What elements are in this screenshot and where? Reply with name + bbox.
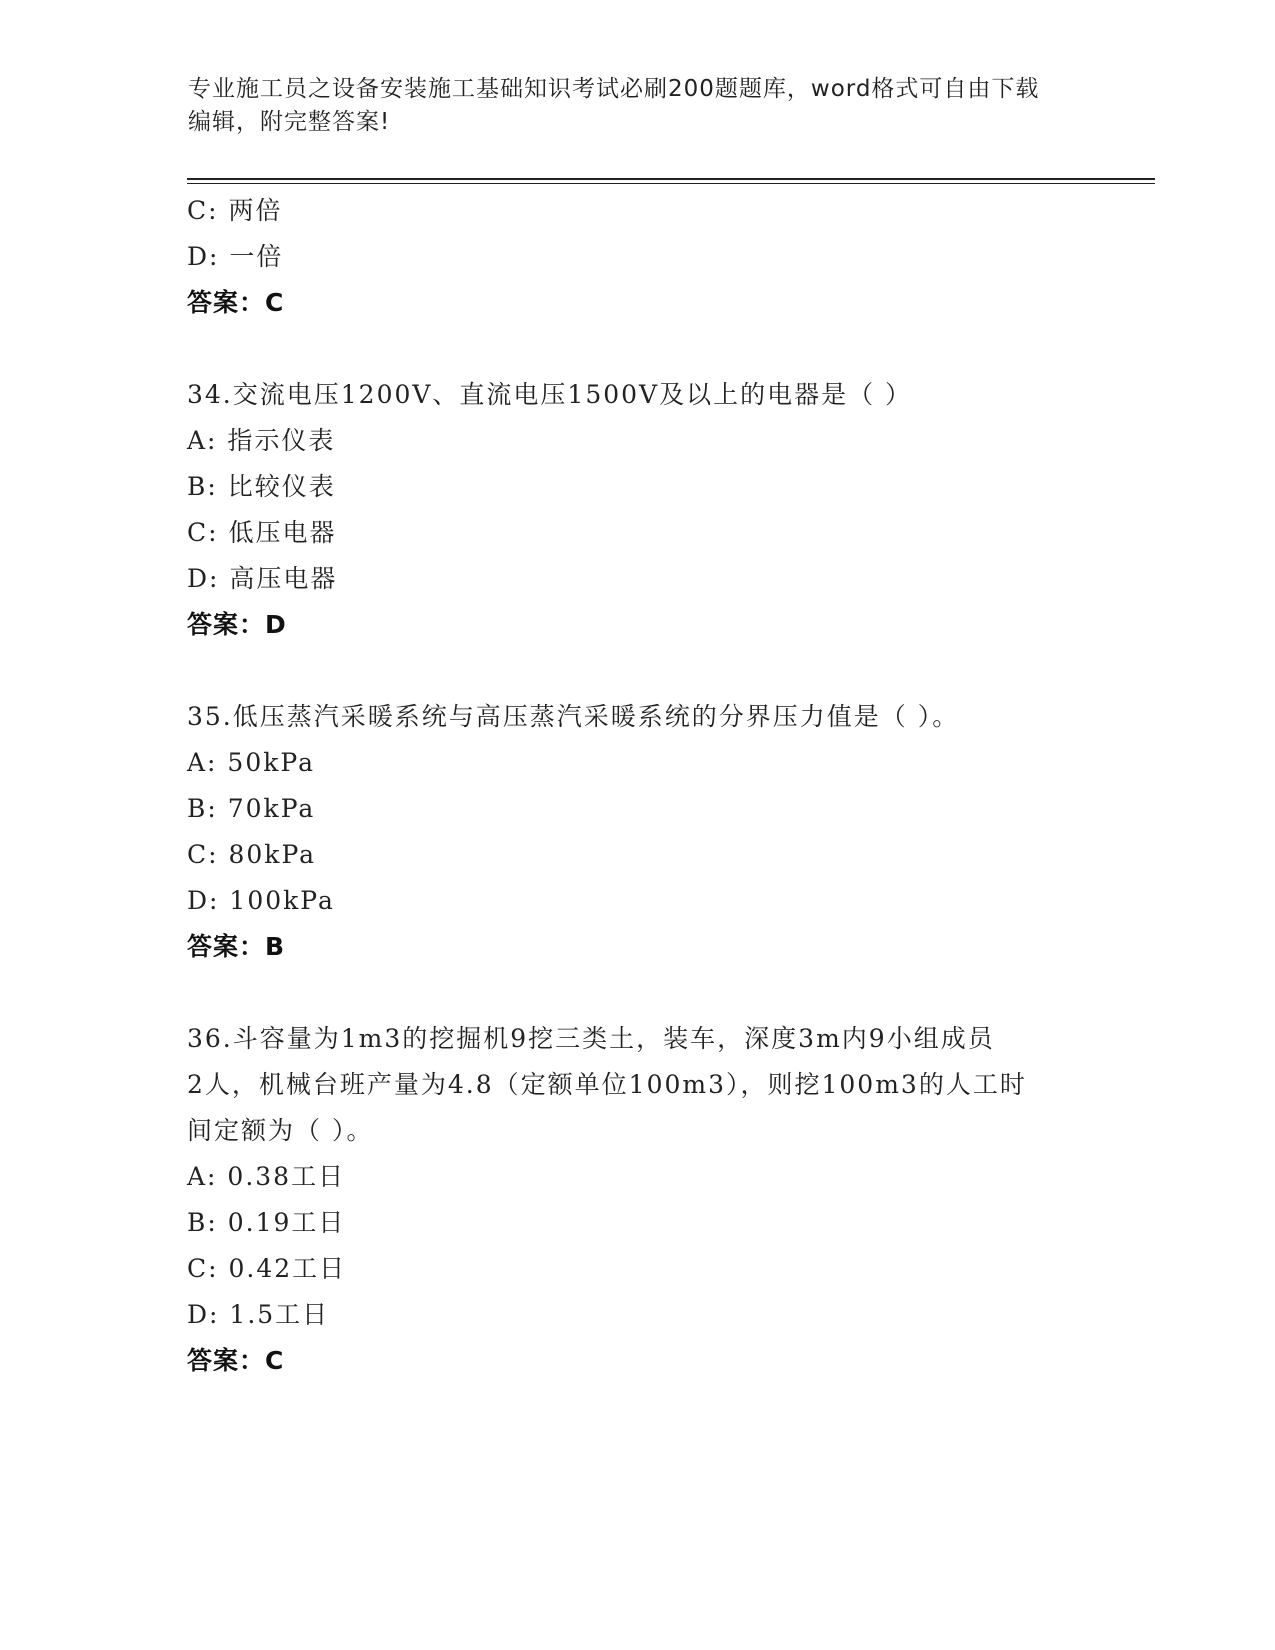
question-stem-line-2: 2人，机械台班产量为4.8（定额单位100m3），则挖100m3的人工时 <box>187 1070 1027 1099</box>
question-35 <box>187 694 1087 970</box>
header-divider-thin <box>187 183 1155 184</box>
question-stem: 35.低压蒸汽采暖系统与高压蒸汽采暖系统的分界压力值是（ ）。 <box>187 702 960 731</box>
option-b: B: 比较仪表 <box>187 472 336 501</box>
answer-line: 答案：C <box>187 288 285 317</box>
question-stem-line-3: 间定额为（ ）。 <box>187 1116 374 1145</box>
prev-question-block <box>187 188 1087 326</box>
option-d: D: 1.5工日 <box>187 1300 330 1329</box>
answer-line: 答案：C <box>187 1346 285 1375</box>
option-a: A: 0.38工日 <box>187 1162 346 1191</box>
header-line-1: 专业施工员之设备安装施工基础知识考试必刷200题题库，word格式可自由下载 <box>188 76 1040 102</box>
header-divider-thick <box>187 178 1155 180</box>
question-34 <box>187 372 1087 648</box>
option-c: C: 0.42工日 <box>187 1254 347 1283</box>
spacer <box>187 326 1087 372</box>
option-c: C: 80kPa <box>187 840 317 869</box>
answer-line: 答案：D <box>187 610 287 639</box>
option-d: D: 100kPa <box>187 886 335 915</box>
question-list <box>187 188 1087 1384</box>
question-stem-line-1: 36.斗容量为1m3的挖掘机9挖三类土，装车，深度3m内9小组成员 <box>187 1024 995 1053</box>
question-stem: 34.交流电压1200V、直流电压1500V及以上的电器是（ ） <box>187 380 913 409</box>
page-header <box>188 73 1088 139</box>
option-d: D: 一倍 <box>187 242 284 271</box>
option-a: A: 50kPa <box>187 748 315 777</box>
spacer <box>187 970 1087 1016</box>
option-b: B: 70kPa <box>187 794 316 823</box>
spacer <box>187 648 1087 694</box>
option-c: C: 两倍 <box>187 196 283 225</box>
answer-line: 答案：B <box>187 932 286 961</box>
header-line-2: 编辑，附完整答案! <box>188 109 391 135</box>
option-d: D: 高压电器 <box>187 564 338 593</box>
option-b: B: 0.19工日 <box>187 1208 346 1237</box>
option-a: A: 指示仪表 <box>187 426 336 455</box>
question-36 <box>187 1016 1087 1384</box>
option-c: C: 低压电器 <box>187 518 337 547</box>
